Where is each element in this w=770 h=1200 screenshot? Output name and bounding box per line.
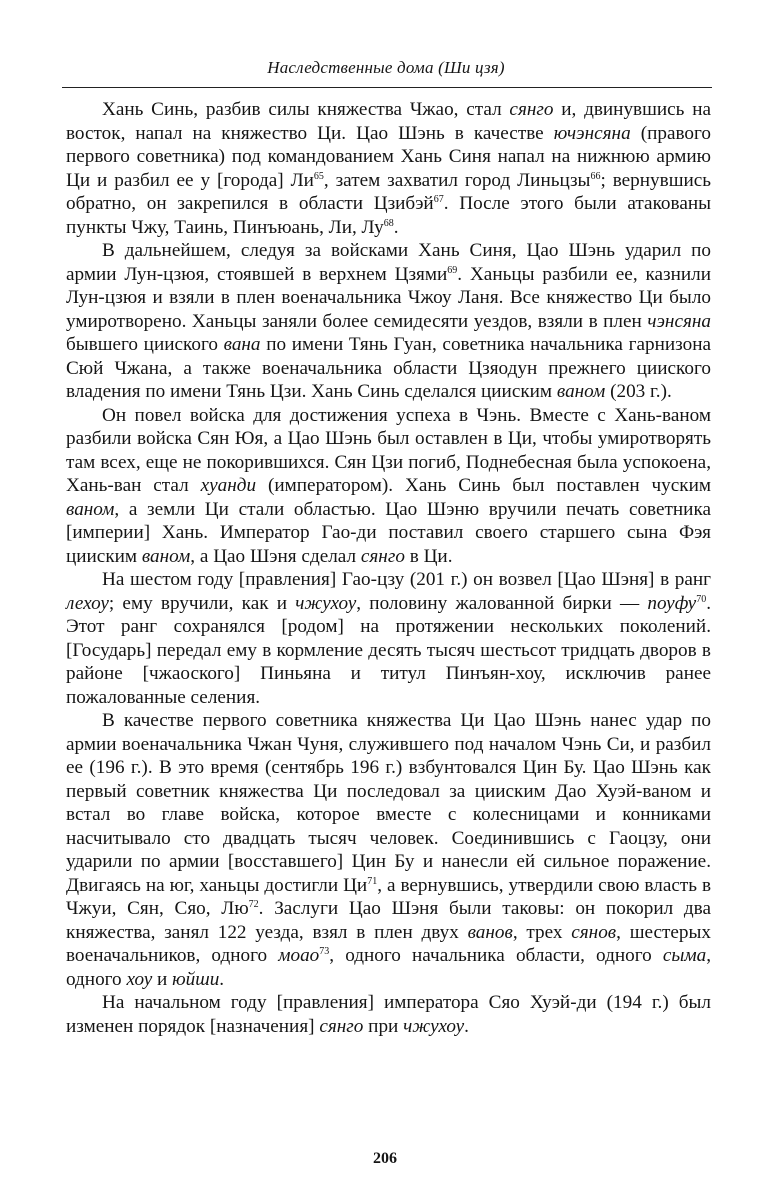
text-run: . [219,968,225,990]
text-run: по имени Тянь Гуан, советника начальника гарнизона Сюй Чжана, а также военачальника области Цзяодун прежнего цииского владения по имени Тянь Цзи. Хань Синь сделался цииским [66,334,711,402]
italic-term: хоу [126,968,153,990]
text-run: , затем захватил город Линьцзы [323,169,591,191]
paragraph [66,568,711,709]
text-run: Хань Синь, разбив силы княжества Чжао, стал [102,99,510,120]
text-run: , одного начальника области, одного [329,945,663,966]
italic-term: ючэнсяна [553,122,631,144]
italic-term: чжухоу [403,1015,465,1037]
italic-term: сыма [662,945,707,966]
paragraph [66,239,711,404]
page-number: 206 [373,1150,397,1167]
text-run: , половину жалованной бирки — [356,592,648,614]
italic-term: моао [278,945,320,966]
text-run: , а земли Ци стали областью. Цао Шэню вручили печать советника [империи] Хань. Император Гао-ди поставил своего старшего сына Фэя цииским [66,498,711,567]
text-run: бывшего цииского [66,334,224,355]
footnote-ref: 65 [313,170,324,182]
text-run: (императором). Хань Синь был поставлен чуским [256,475,711,496]
text-run: . [393,216,399,238]
italic-term: поуфу [647,592,697,614]
italic-term: лехоу [66,592,109,614]
text-run: Он повел войска для достижения успеха в Чэнь. Вместе с Хань-ваном разбили войска Сян Юя, а Цао Шэнь был оставлен в Ци, чтобы умиротворять там всех, еще не покорившихся. Сян Цзи погиб, Поднебесная была успокоена, Хань-ван стал [66,404,711,496]
text-run: . [464,1015,469,1037]
paragraph [66,991,711,1038]
text-run: ; ему вручили, как и [108,592,296,614]
italic-term: ваном [66,498,115,520]
text-run: (203 г.). [605,381,672,402]
italic-term: чжухоу [295,592,357,614]
text-run: и, двинувшись на восток, напал на княжество Ци. Цао Шэнь в качестве [66,99,711,144]
text-run: в Ци. [404,545,453,567]
italic-term: сянго [319,1015,364,1037]
italic-term: сянго [509,99,554,120]
header-divider [62,87,712,88]
footnote-ref: 69 [447,264,458,276]
italic-term: вана [223,334,261,355]
italic-term: юйши [172,968,220,990]
paragraph [66,404,711,569]
text-run: На шестом году [правления] Гао-цзу (201 г.) он возвел [Цао Шэня] в ранг [102,569,711,590]
footnote-ref: 73 [319,946,330,957]
text-run: , а Цао Шэня сделал [190,545,361,567]
text-run: . После этого были атакованы пункты Чжу, Таинь, Пинъюань, Ли, Лу [66,193,711,238]
footnote-ref: 72 [248,899,259,910]
text-run: . Этот ранг сохранялся [родом] на протяжении нескольких поколений. [Государь] передал ему в кормление десять тысяч шестьсот тридцать дворов в районе [чжаоского] Пиньяна и титул Пинъян-хоу, исключив ранее пожалованные селения. [66,592,711,708]
footnote-ref: 66 [590,170,601,182]
italic-term: ваном [141,545,191,567]
text-run: , а вернувшись, утвердили свою власть в Чжуи, Сян, Сяо, Лю [66,874,712,919]
text-run: В дальнейшем, следуя за войсками Хань Синя, Цао Шэнь ударил по армии Лун-цзюя, стоявшей в верхнем Цзями [66,240,711,285]
paragraph [66,709,711,991]
italic-term: ванов [467,921,513,943]
footnote-ref: 71 [367,875,378,887]
text-run: , одного [66,945,712,990]
italic-term: сянов [571,921,617,943]
footnote-ref: 68 [383,217,394,229]
text-run: , трех [512,921,572,943]
paragraph [66,98,711,239]
text-run: (правого первого советника) под командованием Хань Синя напал на нижнюю армию Ци и разбил ее у [города] Ли [66,122,711,191]
text-run: . Заслуги Цао Шэня были таковы: он покорил два княжества, занял 122 уезда, взял в плен двух [66,898,711,943]
italic-term: хуанди [200,475,257,496]
body-text [66,98,711,1038]
footnote-ref: 70 [696,593,707,605]
text-run: . Ханьцы разбили ее, казнили Лун-цзюя и взяли в плен военачальника Чжоу Ланя. Все княжество Ци было умиротворено. Ханьцы заняли более семидесяти уездов, взяли в плен [66,263,711,332]
italic-term: чэнсяна [647,310,711,332]
footnote-ref: 67 [433,194,444,205]
text-run: и [152,968,173,990]
text-run: ; вернувшись обратно, он закрепился в области Цзибэй [66,169,712,214]
running-title: Наследственные дома (Ши цзя) [267,58,505,77]
italic-term: сянго [360,545,405,567]
italic-term: ваном [556,381,606,402]
text-run: при [363,1015,404,1037]
text-run: , шестерых военачальников, одного [66,921,711,966]
text-run: На начальном году [правления] императора Сяо Хуэй-ди (194 г.) был изменен порядок [назначения] [66,992,711,1037]
text-run: В качестве первого советника княжества Ци Цао Шэнь нанес удар по армии военачальника Чжан Чуня, служившего под началом Чэнь Си, и разбил ее (196 г.). В это время (сентябрь 196 г.) взбунтовался Цин Бу. Цао Шэнь как первый советник княжества Ци последовал за цииским Дао Хуэй-ваном и встал во главе войска, которое вместе с колесницами и конниками насчитывало сто двадцать тысяч человек. Соединившись с Гаоцзу, они ударили по армии [восставшего] Цин Бу и нанесли ей сильное поражение. Двигаясь на юг, ханьцы достигли Ци [66,710,711,896]
